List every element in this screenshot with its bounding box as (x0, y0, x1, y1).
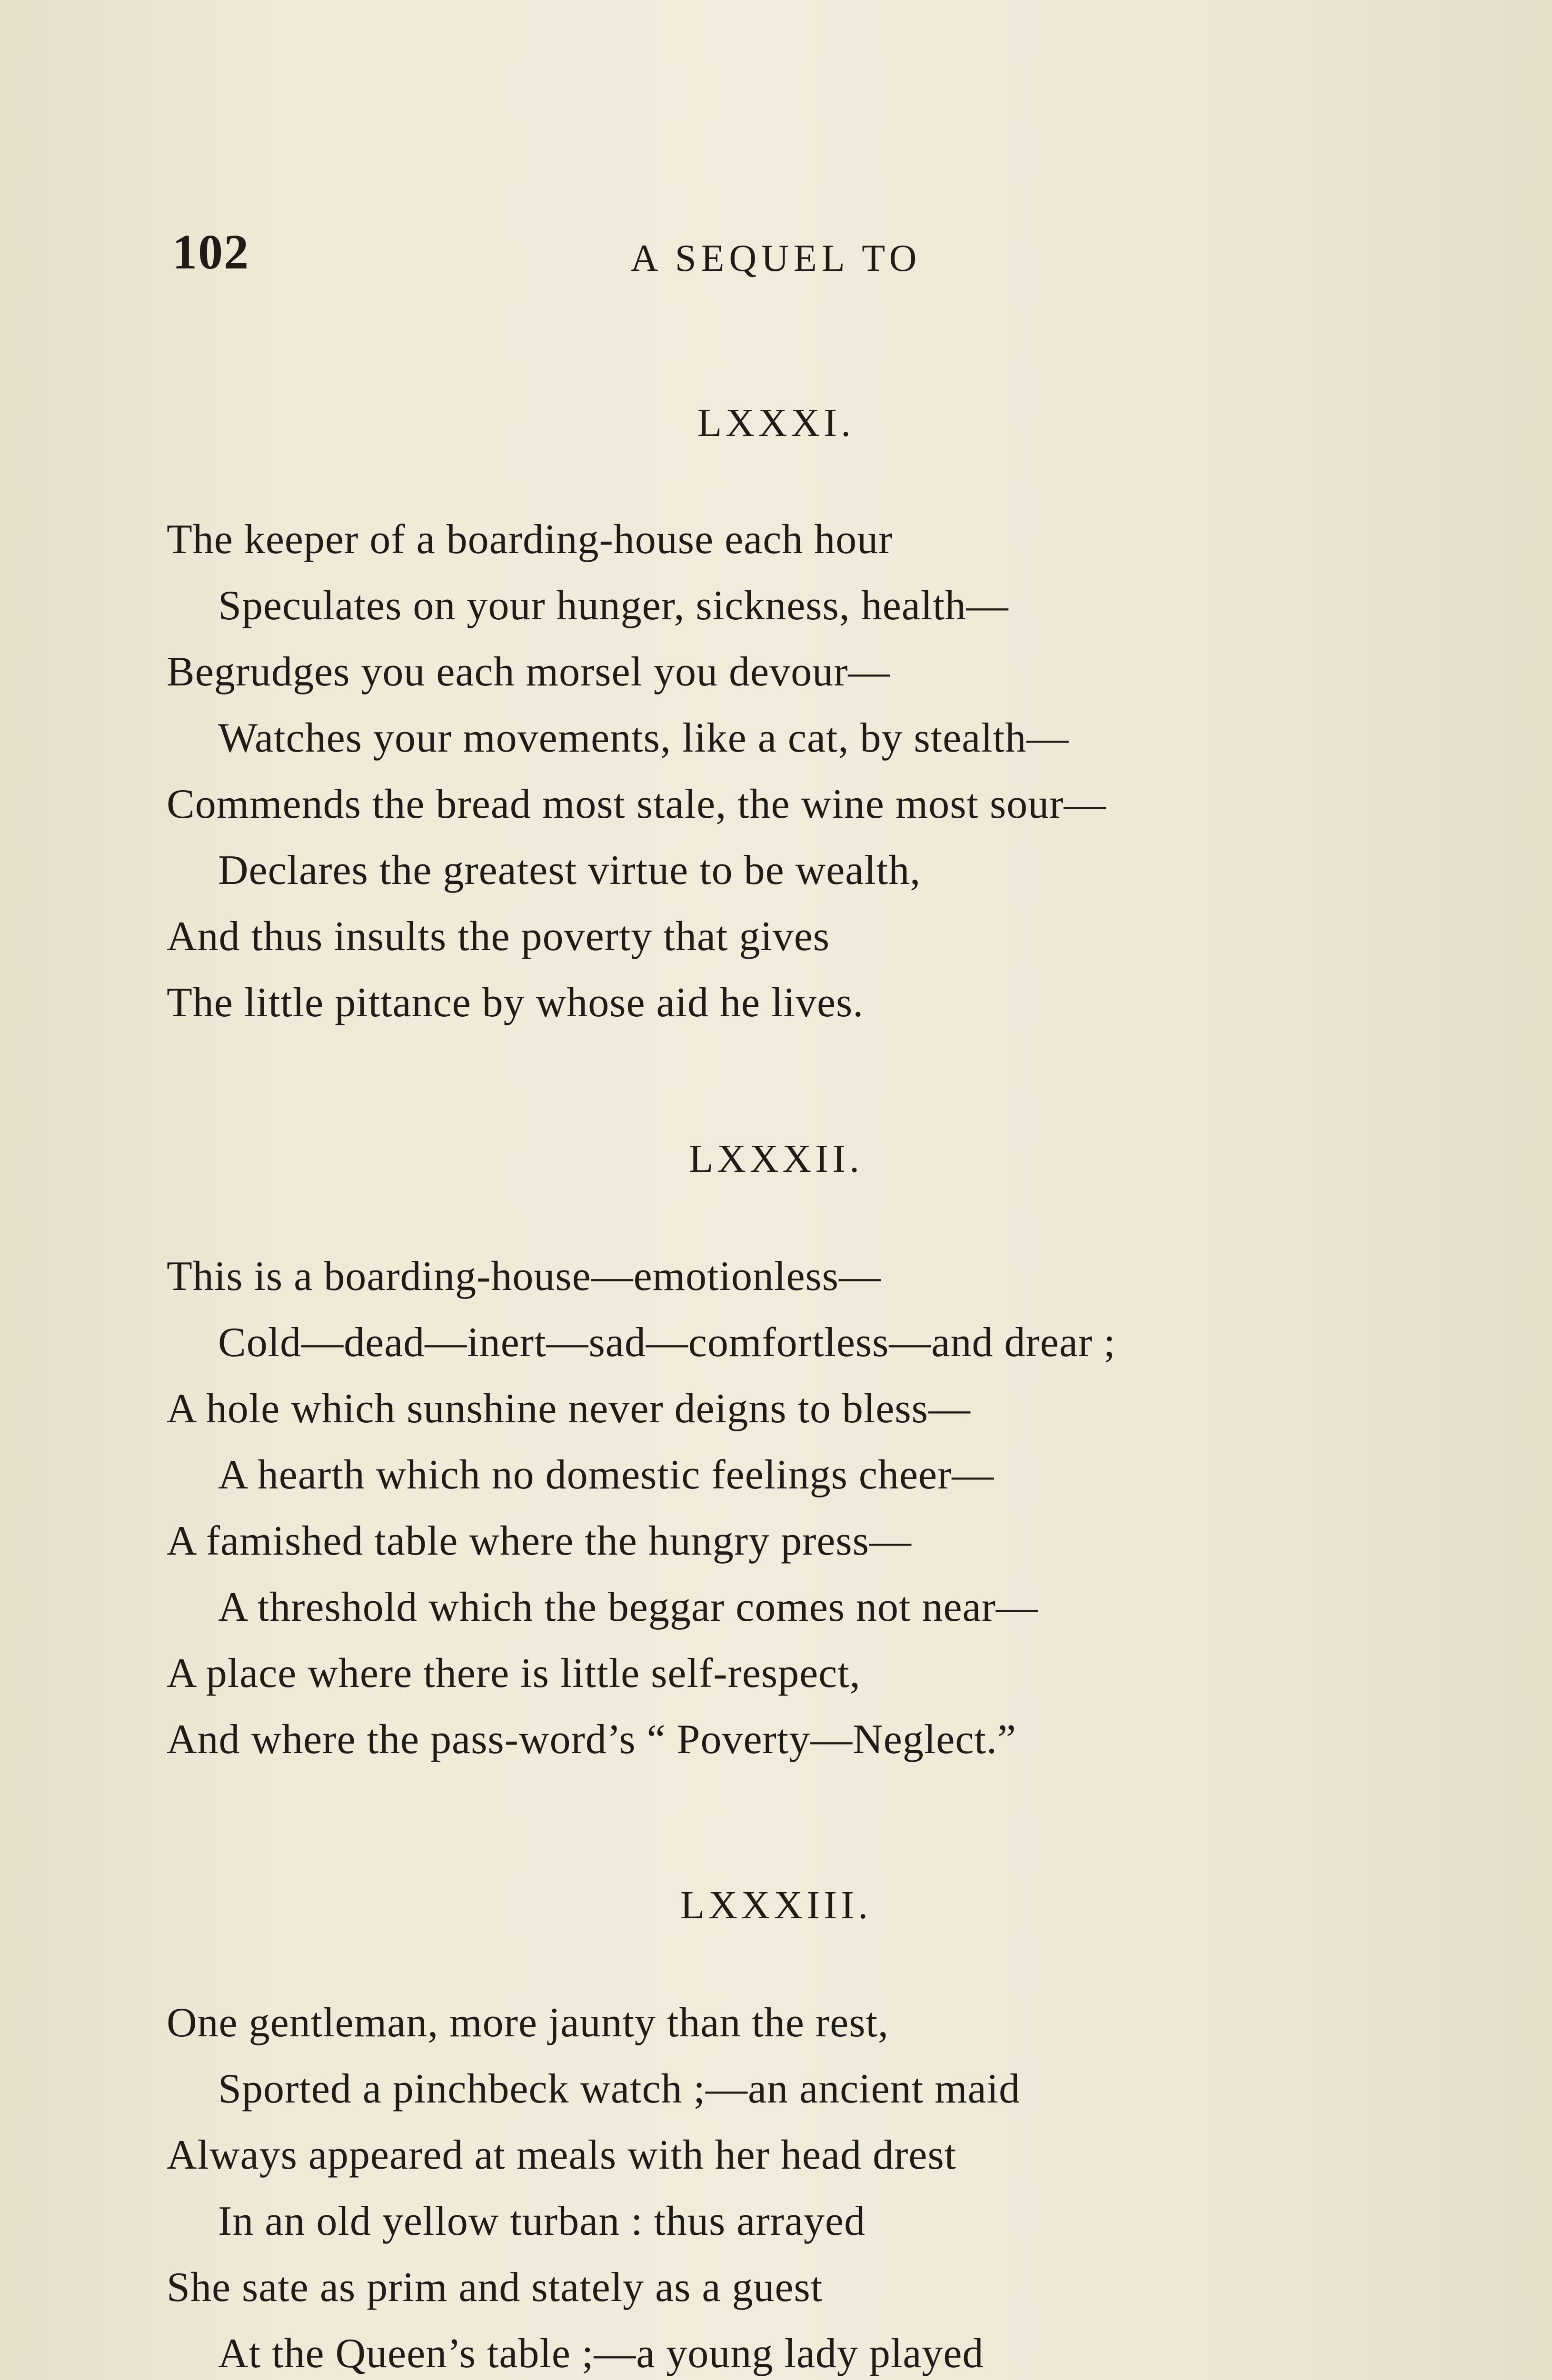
page-header (0, 224, 1552, 290)
stanza-line: She sate as prim and stately as a guest (167, 2264, 823, 2311)
stanza-lxxxii (167, 1243, 1452, 1773)
stanza-line: Speculates on your hunger, sickness, health— (218, 583, 1009, 629)
page-number: 102 (172, 225, 249, 279)
stanza-lxxxi (167, 506, 1452, 1036)
stanza-line: Cold—dead—inert—sad—comfortless—and drear ; (218, 1319, 1116, 1366)
stanza-line: Declares the greatest virtue to be wealth, (218, 847, 921, 893)
stanza-line: And thus insults the poverty that gives (167, 913, 830, 960)
stanza-line: Watches your movements, like a cat, by stealth— (218, 715, 1069, 761)
stanza-line: The little pittance by whose aid he lives. (167, 980, 864, 1026)
stanza-heading-lxxxiii: LXXXIII. (680, 1883, 872, 1927)
stanza-line: A famished table where the hungry press— (167, 1518, 912, 1564)
running-head: A SEQUEL TO (630, 238, 922, 279)
stanza-lxxxiii (167, 1990, 1452, 2380)
stanza-line: A threshold which the beggar comes not near— (218, 1584, 1038, 1630)
stanza-line: In an old yellow turban : thus arrayed (218, 2198, 866, 2244)
stanza-line: Begrudges you each morsel you devour— (167, 649, 891, 695)
stanza-heading-lxxxi: LXXXI. (697, 401, 855, 445)
stanza-line: A place where there is little self-respect, (167, 1650, 861, 1696)
stanza-line: The keeper of a boarding-house each hour (167, 516, 893, 563)
stanza-heading-lxxxii: LXXXII. (688, 1137, 864, 1181)
stanza-line: Sported a pinchbeck watch ;—an ancient maid (218, 2066, 1021, 2112)
stanza-line: Commends the bread most stale, the wine most sour— (167, 781, 1106, 827)
stanza-line: And where the pass-word’s “ Poverty—Neglect.” (167, 1716, 1016, 1763)
stanza-line: A hearth which no domestic feelings cheer— (218, 1452, 995, 1498)
stanza-line: At the Queen’s table ;—a young lady played (218, 2330, 984, 2377)
stanza-line: Always appeared at meals with her head drest (167, 2132, 957, 2178)
stanza-line: One gentleman, more jaunty than the rest, (167, 2000, 889, 2046)
stanza-line: This is a boarding-house—emotionless— (167, 1253, 882, 1299)
stanza-line: A hole which sunshine never deigns to bless— (167, 1386, 971, 1432)
